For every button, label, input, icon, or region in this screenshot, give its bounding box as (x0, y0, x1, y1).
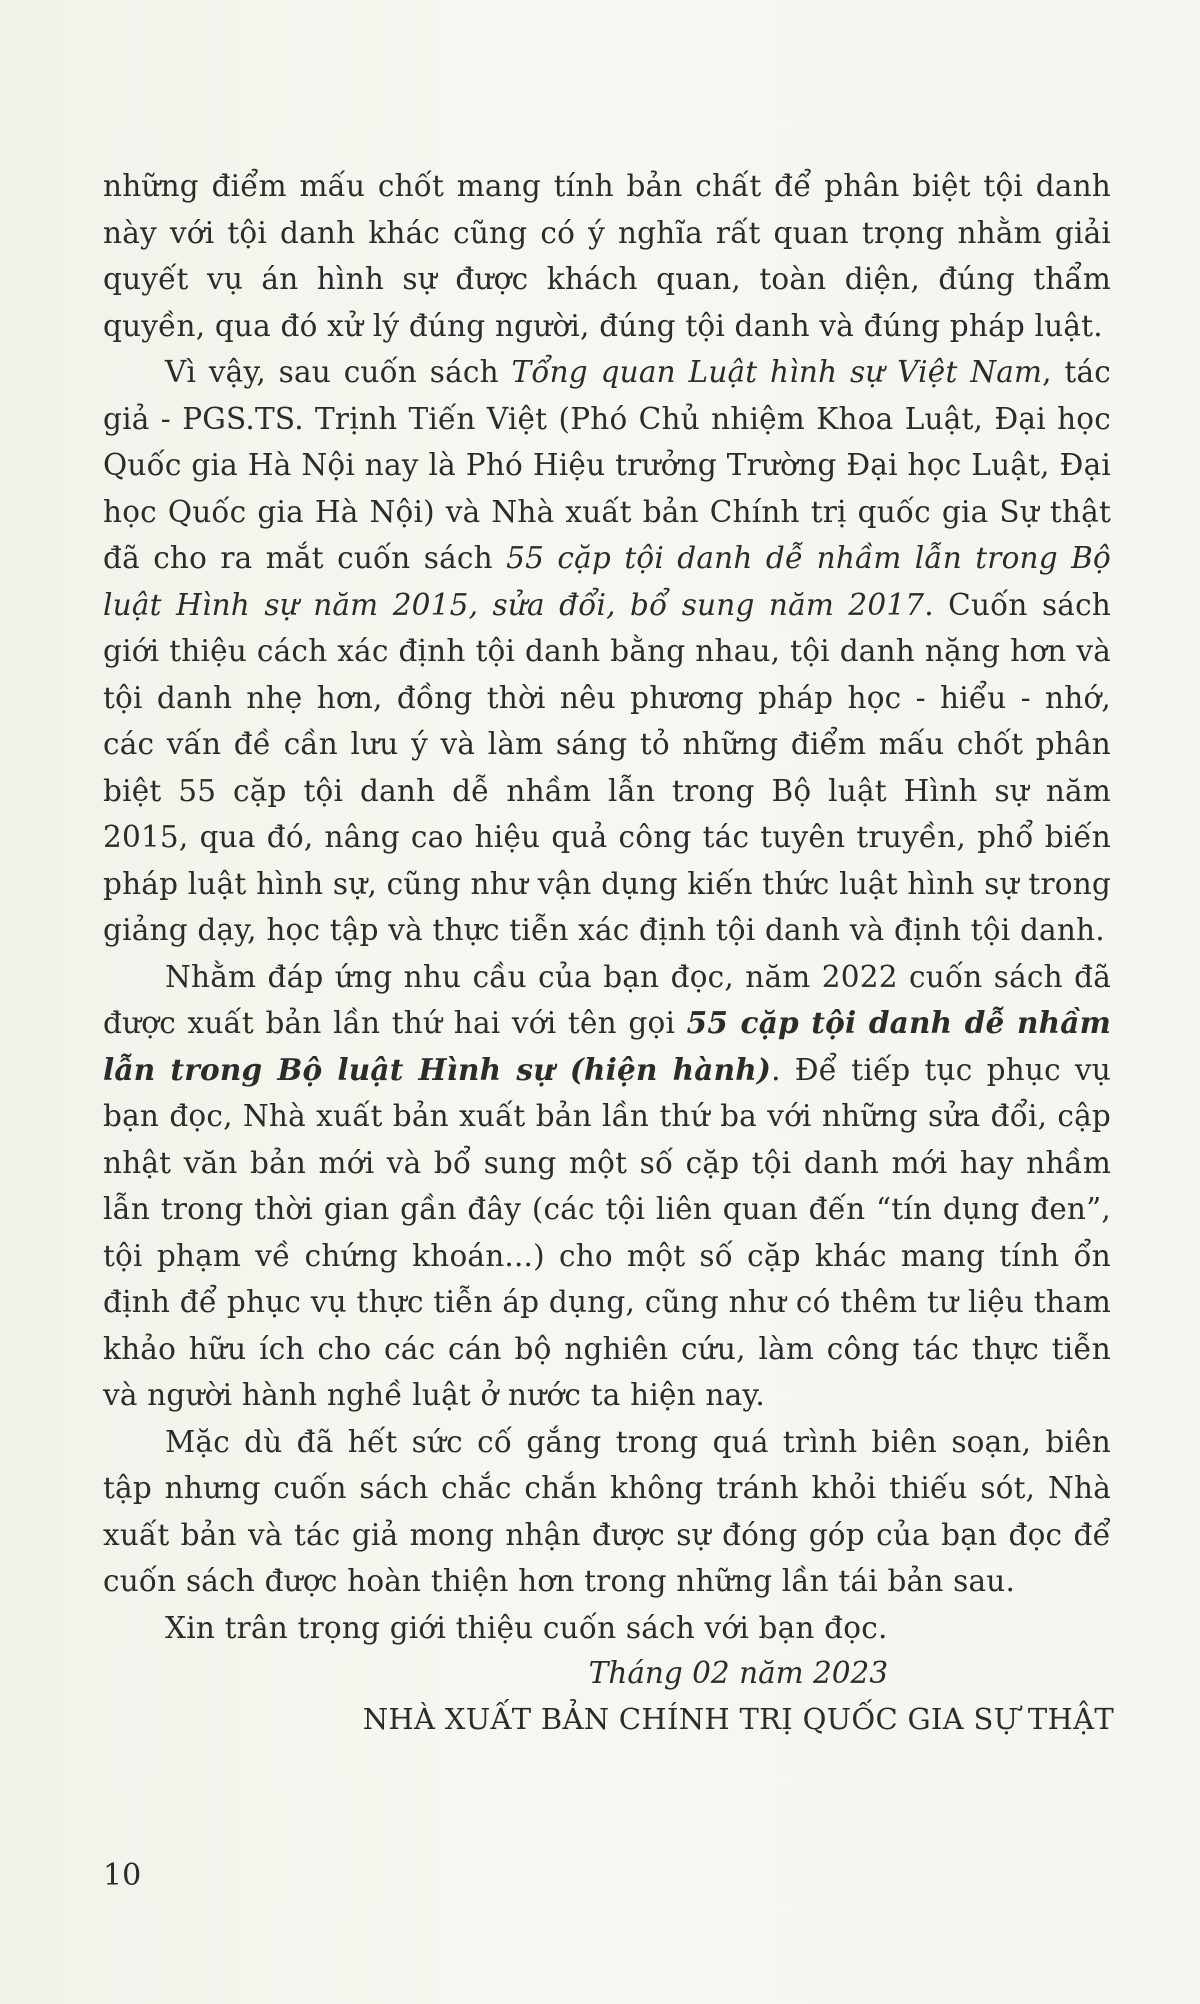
page-number: 10 (103, 1858, 142, 1893)
signature-publisher: NHÀ XUẤT BẢN CHÍNH TRỊ QUỐC GIA SỰ THẬT (362, 1702, 1114, 1736)
paragraph-2 (103, 349, 1111, 954)
paragraph-3-text-a: Nhằm đáp ứng nhu cầu của bạn đọc, năm 2022 cuốn sách đã được xuất bản lần thứ hai với tên gọi (103, 959, 1111, 1040)
paragraph-4-text: Mặc dù đã hết sức cố gắng trong quá trình biên soạn, biên tập nhưng cuốn sách chắc chắn không tránh khỏi thiếu sót, Nhà xuất bản và tác giả mong nhận được sự đóng góp của bạn đọc để cuốn sách được hoàn thiện hơn trong những lần tái bản sau. (103, 1424, 1111, 1598)
book-title-second-edition: 55 cặp tội danh dễ nhầm lẫn trong Bộ luật Hình sự (hiện hành) (103, 1005, 1111, 1087)
page-body (103, 163, 1111, 1651)
signature-date: Tháng 02 năm 2023 (588, 1656, 889, 1690)
paragraph-2-text-b: , tác giả - PGS.TS. Trịnh Tiến Việt (Phó Chủ nhiệm Khoa Luật, Đại học Quốc gia Hà Nội nay là Phó Hiệu trưởng Trường Đại học Luật, Đại học Quốc gia Hà Nội) và Nhà xuất bản Chính trị quốc gia Sự thật đã cho ra mắt cuốn sách (103, 355, 1111, 575)
signature-block (363, 1650, 1114, 1742)
paragraph-3 (103, 954, 1111, 1419)
paragraph-1 (103, 163, 1111, 349)
book-title-first-edition: 55 cặp tội danh dễ nhầm lẫn trong Bộ luật Hình sự năm 2015, sửa đổi, bổ sung năm 2017 (103, 541, 1111, 622)
paragraph-2-text-c: . Cuốn sách giới thiệu cách xác định tội danh bằng nhau, tội danh nặng hơn và tội danh nhẹ hơn, đồng thời nêu phương pháp học - hiểu - nhớ, các vấn đề cần lưu ý và làm sáng tỏ những điểm mấu chốt phân biệt 55 cặp tội danh dễ nhầm lẫn trong Bộ luật Hình sự năm 2015, qua đó, nâng cao hiệu quả công tác tuyên truyền, phổ biến pháp luật hình sự, cũng như vận dụng kiến thức luật hình sự trong giảng dạy, học tập và thực tiễn xác định tội danh và định tội danh. (103, 587, 1111, 947)
paragraph-4 (103, 1419, 1111, 1605)
paragraph-2-text-a: Vì vậy, sau cuốn sách (165, 355, 512, 389)
paragraph-5-text: Xin trân trọng giới thiệu cuốn sách với bạn đọc. (165, 1610, 888, 1645)
paragraph-3-text-b: . Để tiếp tục phục vụ bạn đọc, Nhà xuất bản xuất bản lần thứ ba với những sửa đổi, cập nhật văn bản mới và bổ sung một số cặp tội danh mới hay nhầm lẫn trong thời gian gần đây (các tội liên quan đến “tín dụng đen”, tội phạm về chứng khoán...) cho một số cặp khác mang tính ổn định để phục vụ thực tiễn áp dụng, cũng như có thêm tư liệu tham khảo hữu ích cho các cán bộ nghiên cứu, làm công tác thực tiễn và người hành nghề luật ở nước ta hiện nay. (103, 1052, 1111, 1412)
paragraph-5 (103, 1605, 1111, 1652)
book-title-overview: Tổng quan Luật hình sự Việt Nam (511, 355, 1043, 389)
paragraph-1-text: những điểm mấu chốt mang tính bản chất để phân biệt tội danh này với tội danh khác cũng có ý nghĩa rất quan trọng nhằm giải quyết vụ án hình sự được khách quan, toàn diện, đúng thẩm quyền, qua đó xử lý đúng người, đúng tội danh và đúng pháp luật. (103, 169, 1111, 343)
